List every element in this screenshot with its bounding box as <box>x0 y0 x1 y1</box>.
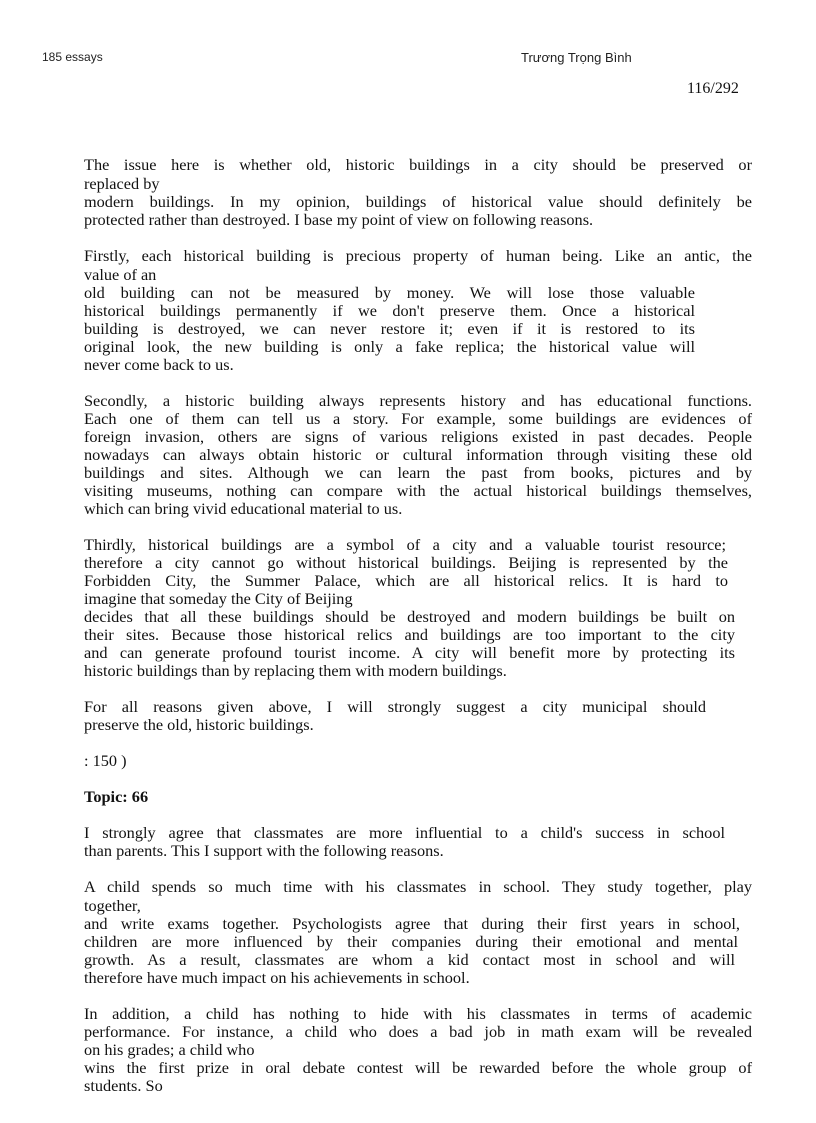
text-line: I strongly agree that classmates are more influential to a child's success in school <box>84 823 725 842</box>
text-line: wins the first prize in oral debate contest will be rewarded before the whole group of <box>84 1058 752 1077</box>
paragraph-7 <box>84 878 752 987</box>
text-line: For all reasons given above, I will strongly suggest a city municipal should <box>84 697 706 716</box>
text-line: Forbidden City, the Summer Palace, which are all historical relics. It is hard to <box>84 571 728 590</box>
text-line: decides that all these buildings should be destroyed and modern buildings be built on <box>84 607 735 626</box>
text-line: their sites. Because those historical relics and buildings are too important to the city <box>84 625 735 644</box>
text-line: performance. For instance, a child who does a bad job in math exam will be revealed <box>84 1022 752 1041</box>
text-line: buildings and sites. Although we can learn the past from books, pictures and by <box>84 463 752 482</box>
word-count: : 150 ) <box>84 751 127 770</box>
text-line: The issue here is whether old, historic buildings in a city should be preserved or <box>84 155 752 174</box>
text-line: imagine that someday the City of Beijing <box>84 589 353 608</box>
paragraph-5 <box>84 698 752 734</box>
text-line: which can bring vivid educational material to us. <box>84 499 403 518</box>
paragraph-1 <box>84 156 752 229</box>
text-line: In addition, a child has nothing to hide with his classmates in terms of academic <box>84 1004 752 1023</box>
paragraph-8 <box>84 1005 752 1095</box>
text-line: Thirdly, historical buildings are a symbol of a city and a valuable tourist resource; <box>84 535 726 554</box>
text-line: visiting museums, nothing can compare with the actual historical buildings themselves, <box>84 481 752 500</box>
text-line: foreign invasion, others are signs of various religions existed in past decades. People <box>84 427 752 446</box>
paragraph-6 <box>84 824 752 860</box>
paragraph-3 <box>84 392 752 518</box>
text-line: value of an <box>84 265 157 284</box>
text-line: Firstly, each historical building is precious property of human being. Like an antic, the <box>84 246 752 265</box>
text-line: therefore a city cannot go without historical buildings. Beijing is represented by the <box>84 553 728 572</box>
text-line: protected rather than destroyed. I base my point of view on following reasons. <box>84 210 594 229</box>
text-line: building is destroyed, we can never restore it; even if it is restored to its <box>84 319 695 338</box>
text-line: A child spends so much time with his classmates in school. They study together, play <box>84 877 752 896</box>
paragraph-2 <box>84 247 752 374</box>
text-line: Secondly, a historic building always represents history and has educational functions. <box>84 391 752 410</box>
text-line: historic buildings than by replacing them with modern buildings. <box>84 661 507 680</box>
text-line: old building can not be measured by money. We will lose those valuable <box>84 283 695 302</box>
text-line: growth. As a result, classmates are whom a kid contact most in school and will <box>84 950 735 969</box>
text-line: students. So <box>84 1076 163 1095</box>
text-line: preserve the old, historic buildings. <box>84 715 314 734</box>
text-line: replaced by <box>84 174 160 193</box>
paragraph-4 <box>84 536 752 680</box>
text-line: therefore have much impact on his achievements in school. <box>84 968 470 987</box>
text-line: and write exams together. Psychologists agree that during their first years in school, <box>84 914 740 933</box>
text-line: never come back to us. <box>84 355 234 374</box>
text-line: on his grades; a child who <box>84 1040 255 1059</box>
topic-heading: Topic: 66 <box>84 787 149 806</box>
page-number: 116/292 <box>687 80 739 97</box>
text-line: children are more influenced by their companies during their emotional and mental <box>84 932 738 951</box>
header-left: 185 essays <box>42 50 103 64</box>
text-line: original look, the new building is only a fake replica; the historical value will <box>84 337 695 356</box>
text-line: nowadays can always obtain historic or cultural information through visiting these old <box>84 445 752 464</box>
text-line: historical buildings permanently if we don't preserve them. Once a historical <box>84 301 695 320</box>
text-line: Each one of them can tell us a story. For example, some buildings are evidences of <box>84 409 752 428</box>
text-line: modern buildings. In my opinion, buildings of historical value should definitely be <box>84 192 752 211</box>
text-line: and can generate profound tourist income. A city will benefit more by protecting its <box>84 643 735 662</box>
header-author: Trương Trọng Bình <box>521 50 632 65</box>
text-line: together, <box>84 896 141 915</box>
document-body <box>84 156 752 1095</box>
text-line: than parents. This I support with the following reasons. <box>84 841 444 860</box>
